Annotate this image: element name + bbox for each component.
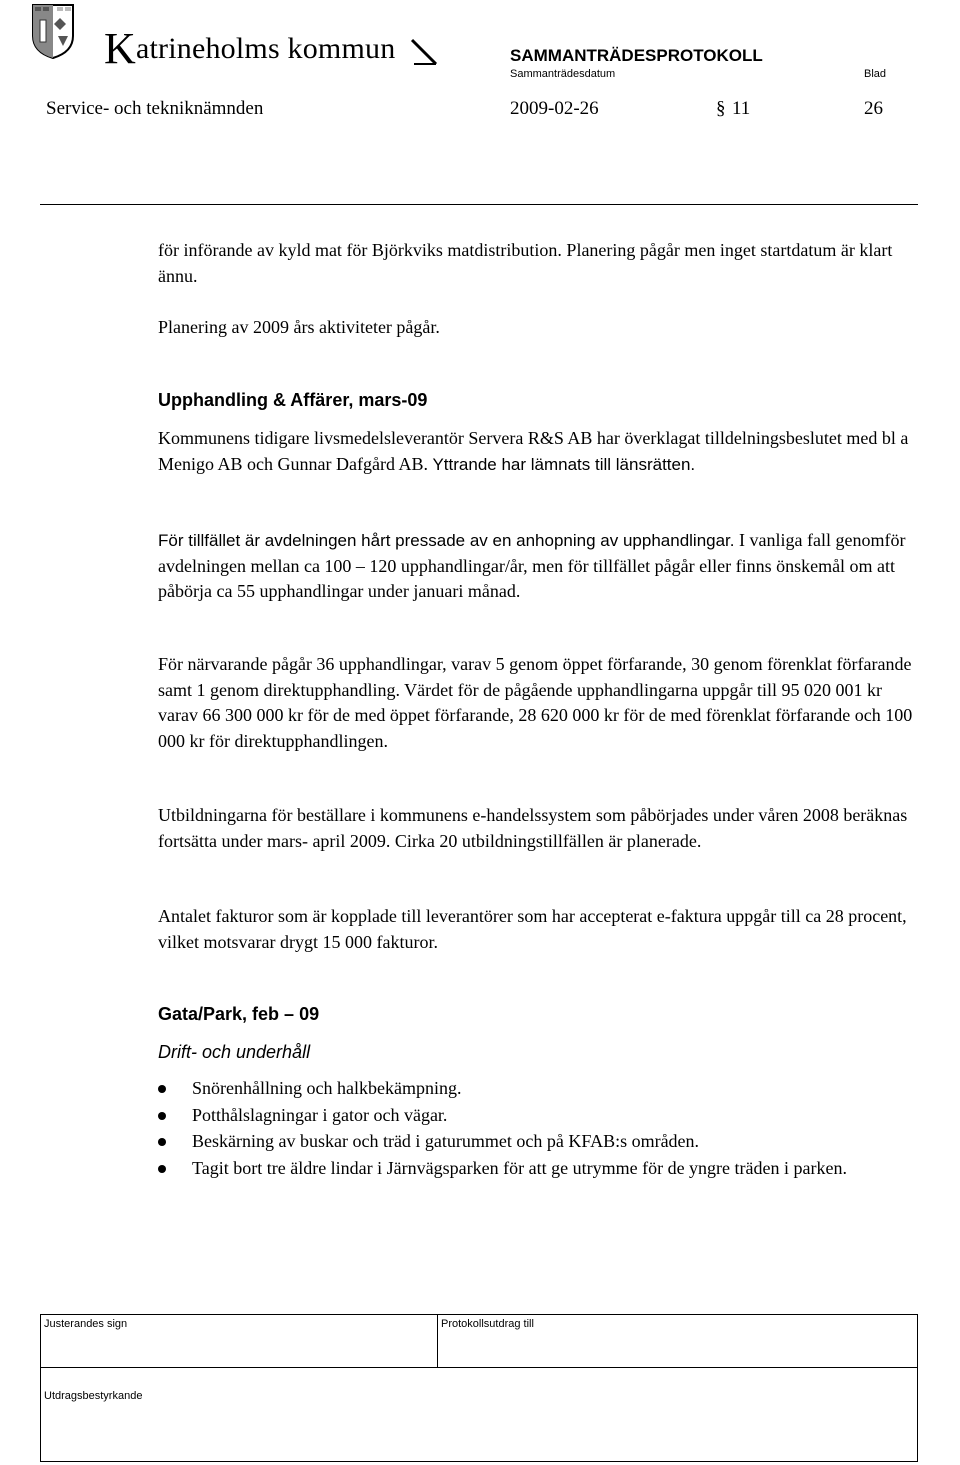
signature-table-divider	[437, 1314, 438, 1368]
bullet-icon	[158, 1112, 166, 1120]
header-divider	[40, 204, 918, 205]
municipality-name-rest: atrineholms kommun	[135, 32, 396, 65]
section-heading-procurement: Upphandling & Affärer, mars-09	[158, 390, 428, 410]
list-item: Beskärning av buskar och träd i gaturummet och på KFAB:s områden.	[158, 1129, 918, 1155]
committee-name: Service- och tekniknämnden	[46, 98, 264, 119]
bullet-icon	[158, 1138, 166, 1146]
paragraph-appeal	[158, 426, 918, 477]
signature-table	[40, 1314, 918, 1462]
paragraph-training: Utbildningarna för beställare i kommunens e-handelssystem som påbörjades under våren 2008 beräknas fortsätta under mars- april 2009. Cirka 20 utbildningstillfällen är planerade.	[158, 805, 908, 851]
page-number: 26	[864, 98, 883, 119]
signature-table-rule	[40, 1367, 918, 1368]
paragraph-planning: Planering av 2009 års aktiviteter pågår.	[158, 317, 440, 337]
paragraph-invoices: Antalet fakturor som är kopplade till leverantörer som har accepterat e-faktura uppgår till ca 28 procent, vilket motsvarar drygt 15 000 fakturor.	[158, 906, 907, 952]
paragraph-appeal-response: Yttrande har lämnats till länsrätten.	[432, 454, 696, 474]
bullet-icon	[158, 1085, 166, 1093]
municipality-name	[104, 18, 396, 73]
paragraph-appeal-text: Kommunens tidigare livsmedelsleverantör Servera R&S AB har överklagat tilldelningsbeslutet med bl a Menigo AB och Gunnar Dafgård AB.	[158, 428, 909, 474]
meeting-date: 2009-02-26	[510, 98, 599, 119]
paragraph-workload-lead: För tillfället är avdelningen hårt pressade av en anhopning av upphandlingar.	[158, 531, 735, 550]
logo-slash-mark	[410, 36, 440, 66]
list-item: Potthålslagningar i gator och vägar.	[158, 1103, 918, 1129]
paragraph-workload	[158, 528, 918, 605]
list-item: Snörenhållning och halkbekämpning.	[158, 1076, 918, 1102]
section-heading-street-park: Gata/Park, feb – 09	[158, 1004, 320, 1024]
page-label: Blad	[864, 68, 887, 80]
municipality-initial: K	[104, 24, 136, 73]
certification-label: Utdragsbestyrkande	[44, 1390, 143, 1402]
subheading-maintenance: Drift- och underhåll	[158, 1042, 311, 1062]
meeting-date-label: Sammanträdesdatum	[510, 68, 616, 80]
paragraph-food-distribution: för införande av kyld mat för Björkviks matdistribution. Planering pågår men inget startdatum är klart ännu.	[158, 240, 893, 286]
paragraph-workload-text: I vanliga fall genomför avdelningen mellan ca 100 – 120 upphandlingar/år, men för tillfället pågår eller finns önskemål om att påbörja ca 55 upphandlingar under januari månad.	[158, 530, 906, 601]
maintenance-list	[158, 1076, 918, 1182]
document-title: SAMMANTRÄDESPROTOKOLL	[510, 46, 763, 65]
coat-of-arms-logo	[30, 2, 76, 60]
extract-recipient-label: Protokollsutdrag till	[441, 1318, 534, 1330]
bullet-icon	[158, 1165, 166, 1173]
signature-label: Justerandes sign	[44, 1318, 128, 1330]
paragraph-ongoing-procurements: För närvarande pågår 36 upphandlingar, varav 5 genom öppet förfarande, 30 genom förenklat förfarande samt 1 genom direktupphandling. Värdet för de pågående upphandlingarna uppgår till 95 020 001 kr varav 66 300 000 kr för de med öppet förfarande, 28 620 000 kr för de med förenklat förfarande och 100 000 kr för direktupphandlingen.	[158, 654, 913, 751]
paragraph-sign: §	[716, 98, 726, 119]
paragraph-number: 11	[732, 98, 751, 119]
list-item: Tagit bort tre äldre lindar i Järnvägsparken för att ge utrymme för de yngre träden i parken.	[158, 1156, 918, 1182]
